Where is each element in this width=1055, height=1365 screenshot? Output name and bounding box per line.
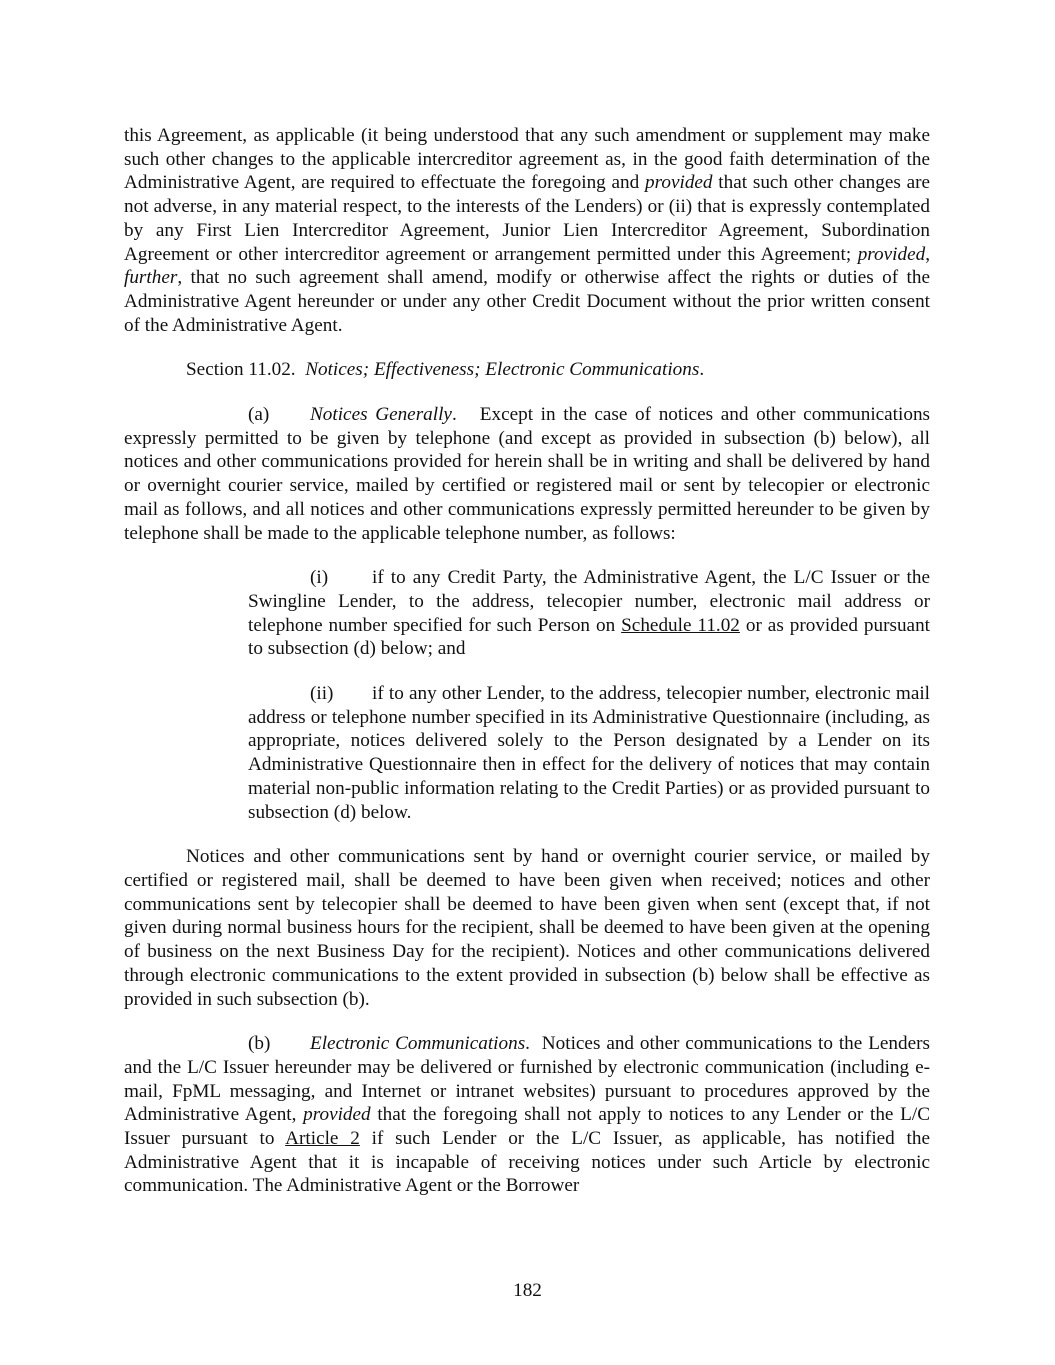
provided-term: provided — [303, 1104, 371, 1126]
further-term: further — [124, 267, 178, 289]
section-number: Section 11.02. — [186, 359, 296, 381]
subparagraph-label: (i) — [310, 567, 329, 589]
paragraph-heading: Electronic Communications — [310, 1033, 526, 1055]
subparagraph-label: (ii) — [310, 683, 334, 705]
schedule-reference: Schedule 11.02 — [621, 614, 740, 636]
provided-term: provided — [645, 172, 713, 194]
subparagraph-i: (i) if to any Credit Party, the Administrative Agent, the L/C Issuer or the Swingline Lender, to the address, telecopier number, electronic mail address or telephone number specified for such Person on Schedule 11.02 or as provided pursuant to subsection (d) below; and — [248, 567, 930, 660]
article-reference: Article 2 — [285, 1128, 360, 1150]
provided-term: provided — [857, 243, 926, 265]
paragraph-a: (a) Notices Generally. Except in the case of notices and other communications expressly permitted to be given by telephone (and except as provided in subsection (b) below), all notices and other communications provided for herein shall be in writing and shall be delivered by hand or overnight courier service, mailed by certified or registered mail or sent by telecopier or electronic mail as follows, and all notices and other communications expressly permitted hereunder to be given by telephone shall be made to the applicable telephone number, as follows: — [124, 404, 931, 544]
paragraph-b: (b) Electronic Communications. Notices and other communications to the Lenders and the L/C Issuer hereunder may be delivered or furnished by electronic communication (including e-mail, FpML messaging, and Internet or intranet websites) pursuant to procedures approved by the Administrative Agent, provided that the foregoing shall not apply to notices to any Lender or the L/C Issuer pursuant to Article 2 if such Lender or the L/C Issuer, as applicable, has notified the Administrative Agent that it is incapable of receiving notices under such Article by electronic communication. The Administrative Agent or the Borrower — [124, 1033, 930, 1197]
document-page — [124, 124, 930, 1198]
paragraph-label: (a) — [248, 404, 270, 426]
subparagraph-ii: (ii) if to any other Lender, to the address, telecopier number, electronic mail address or telephone number specified in its Administrative Questionnaire (including, as appropriate, notices delivered solely to the Person designated by a Lender on its Administrative Questionnaire then in effect for the delivery of notices that may contain material non-public information relating to the Credit Parties) or as provided pursuant to subsection (d) below. — [248, 683, 930, 823]
section-title: Notices; Effectiveness; Electronic Communications — [305, 359, 700, 381]
paragraph-heading: Notices Generally — [310, 404, 452, 426]
page-number: 182 — [513, 1280, 542, 1301]
paragraph-label: (b) — [248, 1033, 271, 1055]
notices-paragraph: Notices and other communications sent by hand or overnight courier service, or mailed by certified or registered mail, shall be deemed to have been given when received; notices and other communications sent by telecopier shall be deemed to have been given when sent (except that, if not given during normal business hours for the recipient, shall be deemed to have been given at the opening of business on the next Business Day for the recipient). Notices and other communications delivered through electronic communications to the extent provided in subsection (b) below shall be effective as provided in such subsection (b). — [124, 846, 930, 1010]
section-heading: Section 11.02. Notices; Effectiveness; Electronic Communications. — [186, 359, 705, 381]
continuation-paragraph: this Agreement, as applicable (it being understood that any such amendment or supplement may make such other changes to the applicable intercreditor agreement as, in the good faith determination of the Administrative Agent, are required to effectuate the foregoing and provided that such other changes are not adverse, in any material respect, to the interests of the Lenders) or (ii) that is expressly contemplated by any First Lien Intercreditor Agreement, Junior Lien Intercreditor Agreement, Subordination Agreement or other intercreditor agreement or arrangement permitted under this Agreement; provided, further, that no such agreement shall amend, modify or otherwise affect the rights or duties of the Administrative Agent hereunder or under any other Credit Document without the prior written consent of the Administrative Agent. — [124, 125, 931, 336]
